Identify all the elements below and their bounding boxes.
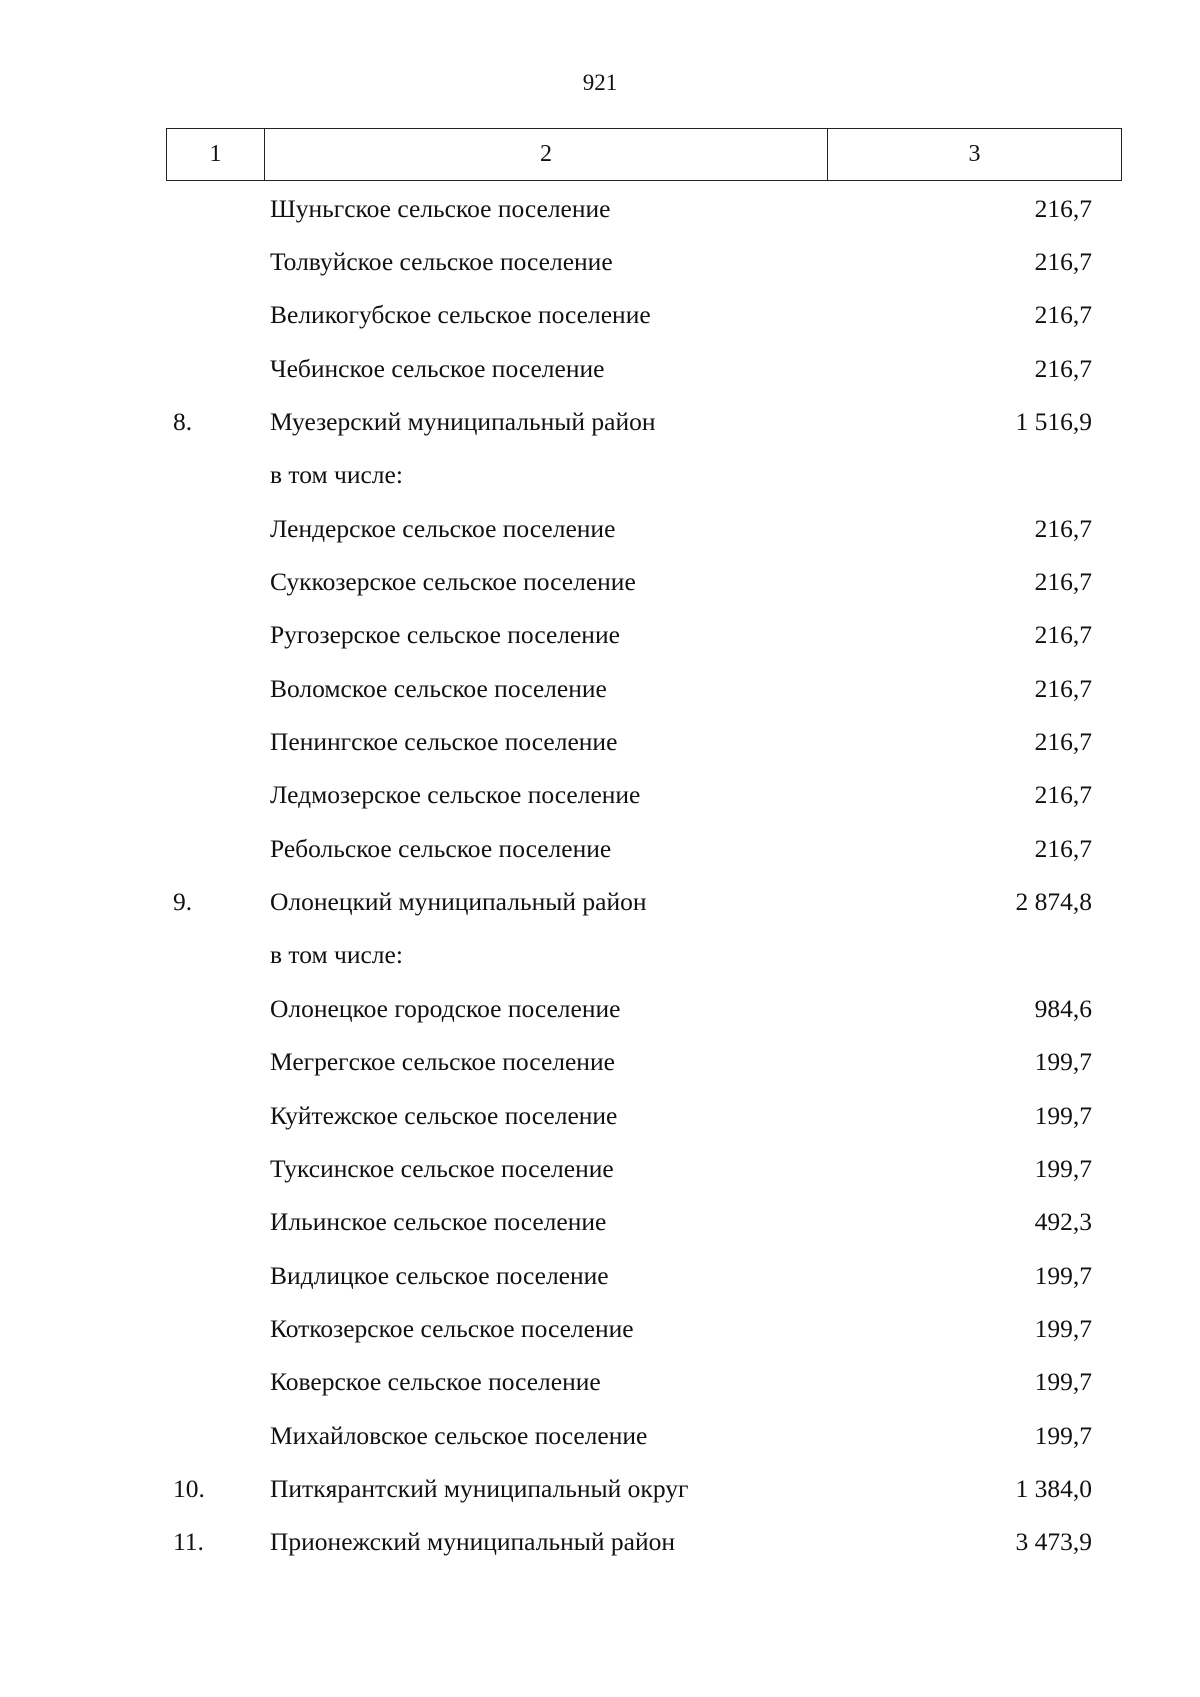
row-value: 216,7 — [1034, 513, 1092, 543]
table-row — [0, 662, 1200, 715]
table-header — [166, 128, 1122, 181]
row-name: Лендерское сельское поселение — [270, 513, 616, 543]
row-value: 216,7 — [1034, 353, 1092, 383]
table-row — [0, 502, 1200, 555]
header-col-3: 3 — [968, 141, 981, 167]
row-name: Толвуйское сельское поселение — [270, 247, 613, 277]
row-value: 199,7 — [1034, 1260, 1092, 1290]
table-row — [0, 395, 1200, 448]
table-row — [0, 1196, 1200, 1249]
row-value: 1 516,9 — [1015, 407, 1092, 437]
row-name: Прионежский муниципальный район — [270, 1527, 675, 1557]
row-name: Коверское сельское поселение — [270, 1367, 601, 1397]
row-value: 216,7 — [1034, 833, 1092, 863]
table-row — [0, 289, 1200, 342]
row-name: Олонецкое городское поселение — [270, 993, 621, 1023]
row-value: 199,7 — [1034, 1420, 1092, 1450]
row-name: Олонецкий муниципальный район — [270, 887, 647, 917]
row-value: 492,3 — [1034, 1207, 1092, 1237]
table-row — [0, 1302, 1200, 1355]
row-name: Ребольское сельское поселение — [270, 833, 612, 863]
row-value: 199,7 — [1034, 1367, 1092, 1397]
table-row — [0, 929, 1200, 982]
row-name: Ругозерское сельское поселение — [270, 620, 620, 650]
table-row — [0, 342, 1200, 395]
header-col-2: 2 — [265, 129, 828, 180]
row-value: 199,7 — [1034, 1100, 1092, 1130]
row-value: 216,7 — [1034, 193, 1092, 223]
table-row — [0, 235, 1200, 288]
row-name: Чебинское сельское поселение — [270, 353, 605, 383]
table-row — [0, 449, 1200, 502]
row-value: 199,7 — [1034, 1047, 1092, 1077]
table-row — [0, 1409, 1200, 1462]
table-row — [0, 1356, 1200, 1409]
row-name: Ледмозерское сельское поселение — [270, 780, 641, 810]
row-name: Муезерский муниципальный район — [270, 407, 656, 437]
row-value: 216,7 — [1034, 247, 1092, 277]
table-row — [0, 1036, 1200, 1089]
row-name: Питкярантский муниципальный округ — [270, 1473, 689, 1503]
row-number: 11. — [173, 1527, 204, 1557]
row-value: 216,7 — [1034, 300, 1092, 330]
row-value: 216,7 — [1034, 727, 1092, 757]
row-name: Видлицкое сельское поселение — [270, 1260, 609, 1290]
table-row — [0, 715, 1200, 768]
row-number: 9. — [173, 887, 193, 917]
row-value: 216,7 — [1034, 780, 1092, 810]
table-row — [0, 1516, 1200, 1569]
row-name: Михайловское сельское поселение — [270, 1420, 648, 1450]
row-name: Ильинское сельское поселение — [270, 1207, 607, 1237]
table-row — [0, 182, 1200, 235]
row-value: 216,7 — [1034, 673, 1092, 703]
row-name: Шуньгское сельское поселение — [270, 193, 611, 223]
row-name: Великогубское сельское поселение — [270, 300, 651, 330]
row-name: в том числе: — [270, 460, 403, 490]
table-row — [0, 982, 1200, 1035]
row-name: Суккозерское сельское поселение — [270, 567, 636, 597]
row-value: 199,7 — [1034, 1153, 1092, 1183]
row-name: Мегрегское сельское поселение — [270, 1047, 615, 1077]
row-value: 3 473,9 — [1015, 1527, 1092, 1557]
table-row — [0, 1142, 1200, 1195]
row-value: 984,6 — [1034, 993, 1092, 1023]
row-value: 216,7 — [1034, 620, 1092, 650]
table-row — [0, 822, 1200, 875]
row-name: в том числе: — [270, 940, 403, 970]
row-name: Туксинское сельское поселение — [270, 1153, 614, 1183]
table-row — [0, 1089, 1200, 1142]
row-name: Куйтежское сельское поселение — [270, 1100, 618, 1130]
row-name: Воломское сельское поселение — [270, 673, 607, 703]
page-number: 921 — [582, 70, 618, 95]
table-row — [0, 769, 1200, 822]
row-value: 199,7 — [1034, 1313, 1092, 1343]
table-row — [0, 1462, 1200, 1515]
row-name: Пенингское сельское поселение — [270, 727, 618, 757]
table-row — [0, 1249, 1200, 1302]
header-col-1: 1 — [167, 129, 265, 180]
row-value: 2 874,8 — [1015, 887, 1092, 917]
row-value: 1 384,0 — [1015, 1473, 1092, 1503]
table-row — [0, 875, 1200, 928]
row-number: 8. — [173, 407, 193, 437]
row-name: Коткозерское сельское поселение — [270, 1313, 634, 1343]
table-row — [0, 609, 1200, 662]
row-number: 10. — [173, 1473, 205, 1503]
table-row — [0, 555, 1200, 608]
row-value: 216,7 — [1034, 567, 1092, 597]
table-body — [0, 182, 1200, 1569]
